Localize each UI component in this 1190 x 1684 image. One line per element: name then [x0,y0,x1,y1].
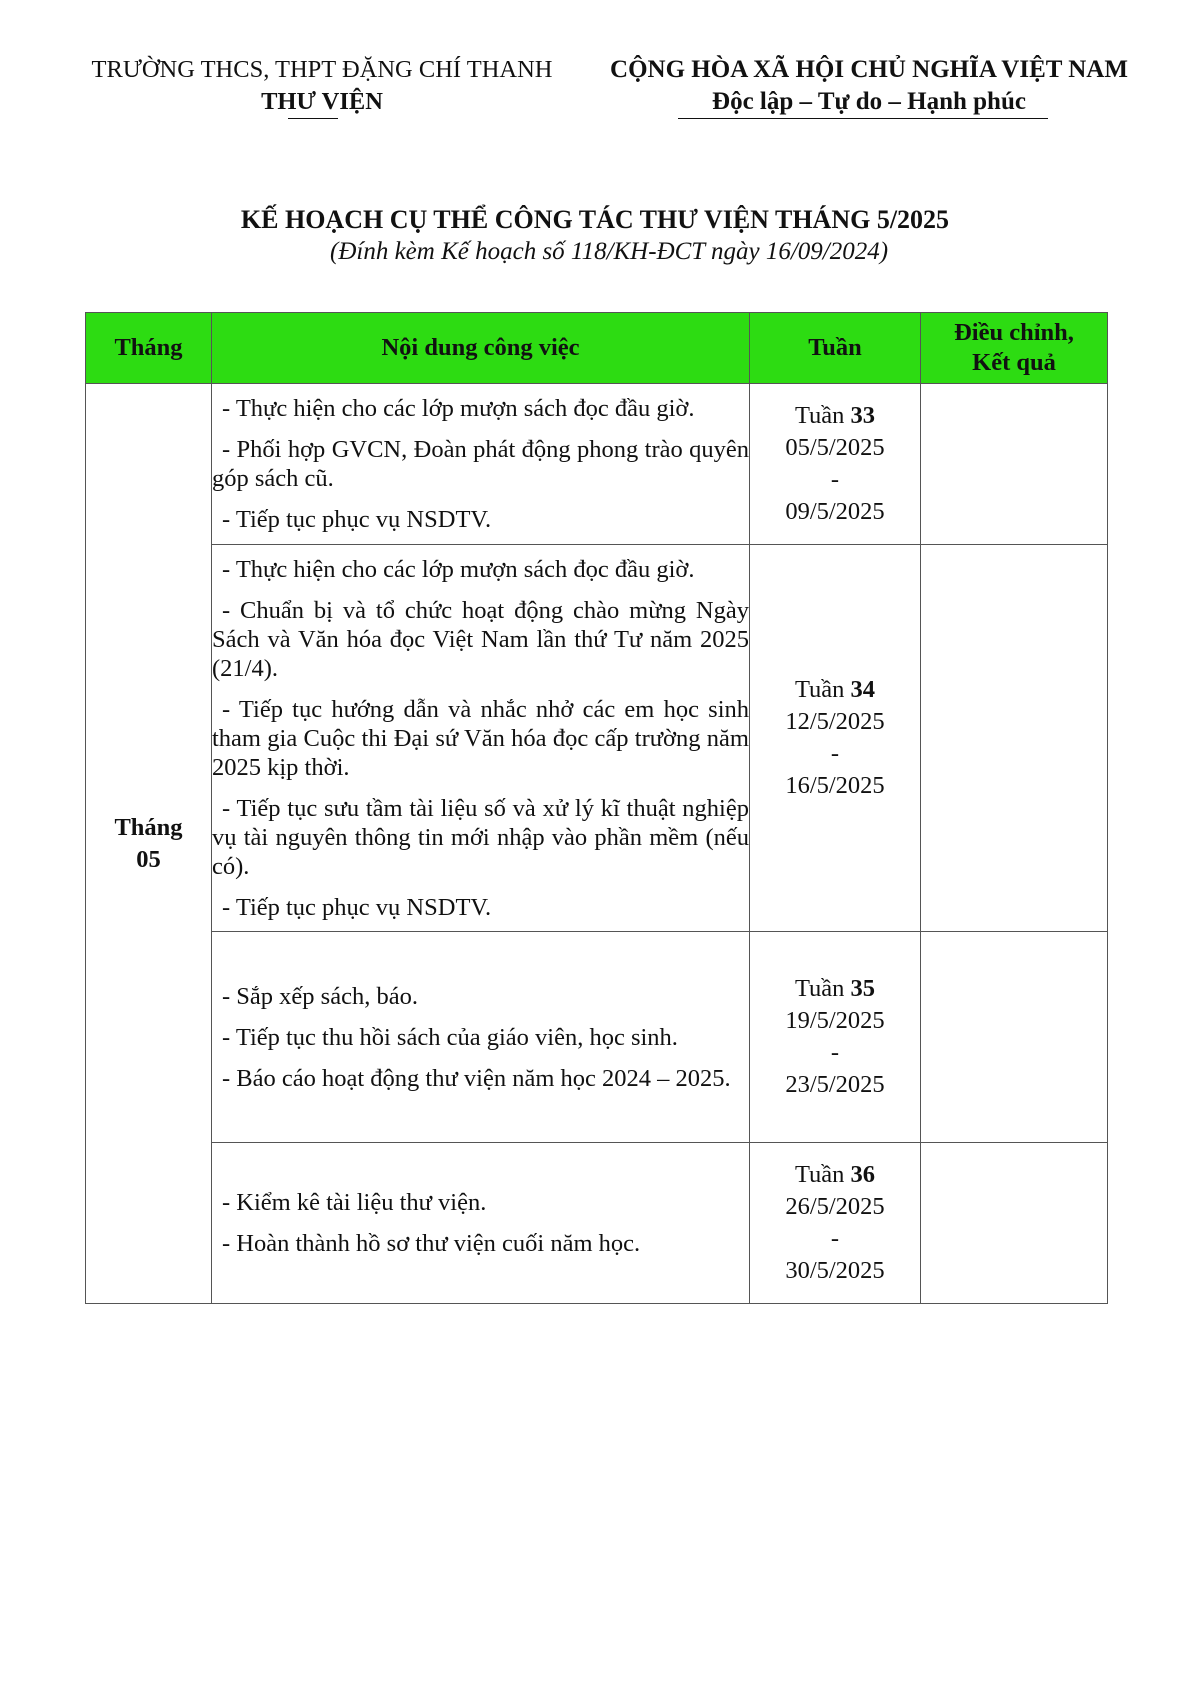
week-cell [750,932,921,1143]
month-label: Tháng [114,813,183,841]
date-separator: - [830,1039,840,1066]
week-label: Tuần [794,1161,845,1188]
date-separator: - [830,466,840,493]
task-item: - Báo cáo hoạt động thư viện năm học 2024 – 2025. [222,1064,731,1092]
week-cell [750,1143,921,1304]
week-label: Tuần [794,676,845,703]
result-cell [921,384,1108,545]
date-from: 12/5/2025 [785,708,885,735]
week-label: Tuần [794,402,845,429]
issuer-underline [288,118,338,119]
table-row [86,1143,1108,1304]
date-from: 05/5/2025 [785,434,885,461]
date-from: 26/5/2025 [785,1193,885,1220]
month-value: 05 [136,845,161,873]
table-row [86,545,1108,932]
content-cell [212,545,750,932]
week-number: 34 [850,676,876,703]
organization-name: TRƯỜNG THCS, THPT ĐẶNG CHÍ THANH [91,56,553,83]
task-item: - Thực hiện cho các lớp mượn sách đọc đầu giờ. [222,555,695,583]
date-to: 09/5/2025 [785,498,885,525]
table-row [86,932,1108,1143]
date-separator: - [830,1225,840,1252]
task-item: - Kiểm kê tài liệu thư viện. [222,1189,487,1216]
result-cell [921,1143,1108,1304]
task-item: - Thực hiện cho các lớp mượn sách đọc đầu giờ. [222,395,695,422]
date-separator: - [830,740,840,767]
date-from: 19/5/2025 [785,1007,885,1034]
month-cell [86,384,212,1304]
task-item: - Tiếp tục phục vụ NSDTV. [222,893,492,921]
task-item: - Hoàn thành hồ sơ thư viện cuối năm học. [222,1230,641,1257]
plan-table [85,312,1108,1304]
table-row [86,384,1108,545]
date-to: 30/5/2025 [785,1257,885,1284]
week-cell [750,384,921,545]
content-cell [212,1143,750,1304]
date-to: 16/5/2025 [785,772,885,799]
header-result-line1: Điều chỉnh, [954,319,1074,346]
task-item: - Phối hợp GVCN, Đoàn phát động phong trào quyên góp sách cũ. [212,436,749,492]
department-name: THƯ VIỆN [261,88,383,115]
week-number: 35 [850,975,876,1002]
result-cell [921,932,1108,1143]
header-content: Nội dung công việc [212,313,750,384]
issuer-block [62,54,582,118]
task-item: - Chuẩn bị và tổ chức hoạt động chào mừng Ngày Sách và Văn hóa đọc Việt Nam lần thứ Tư năm 2025 (21/4). [212,596,749,682]
national-motto: Độc lập – Tự do – Hạnh phúc [712,88,1026,115]
motto-underline [678,118,1048,119]
week-cell [750,545,921,932]
document-title: KẾ HOẠCH CỤ THỂ CÔNG TÁC THƯ VIỆN THÁNG 5/2025 [240,205,950,234]
content-cell [212,932,750,1143]
content-cell [212,384,750,545]
week-label: Tuần [794,975,845,1002]
national-header [584,54,1154,118]
header-week: Tuần [750,313,921,384]
date-to: 23/5/2025 [785,1071,885,1098]
task-item: - Tiếp tục sưu tầm tài liệu số và xử lý kĩ thuật nghiệp vụ tài nguyên thông tin mới nhập vào phần mềm (nếu có). [212,794,749,880]
header-result-line2: Kết quả [972,349,1056,376]
week-number: 33 [850,402,876,429]
header-result [921,313,1108,384]
task-item: - Sắp xếp sách, báo. [222,982,418,1010]
task-item: - Tiếp tục thu hồi sách của giáo viên, học sinh. [222,1023,678,1051]
header-month: Tháng [86,313,212,384]
task-item: - Tiếp tục phục vụ NSDTV. [222,506,492,533]
week-number: 36 [850,1161,876,1188]
result-cell [921,545,1108,932]
nation-name: CỘNG HÒA XÃ HỘI CHỦ NGHĨA VIỆT NAM [610,56,1128,83]
task-item: - Tiếp tục hướng dẫn và nhắc nhở các em học sinh tham gia Cuộc thi Đại sứ Văn hóa đọc cấp trường năm 2025 kịp thời. [212,695,749,781]
document-subtitle: (Đính kèm Kế hoạch số 118/KH-ĐCT ngày 16/09/2024) [330,238,889,265]
table-header-row [86,313,1108,384]
